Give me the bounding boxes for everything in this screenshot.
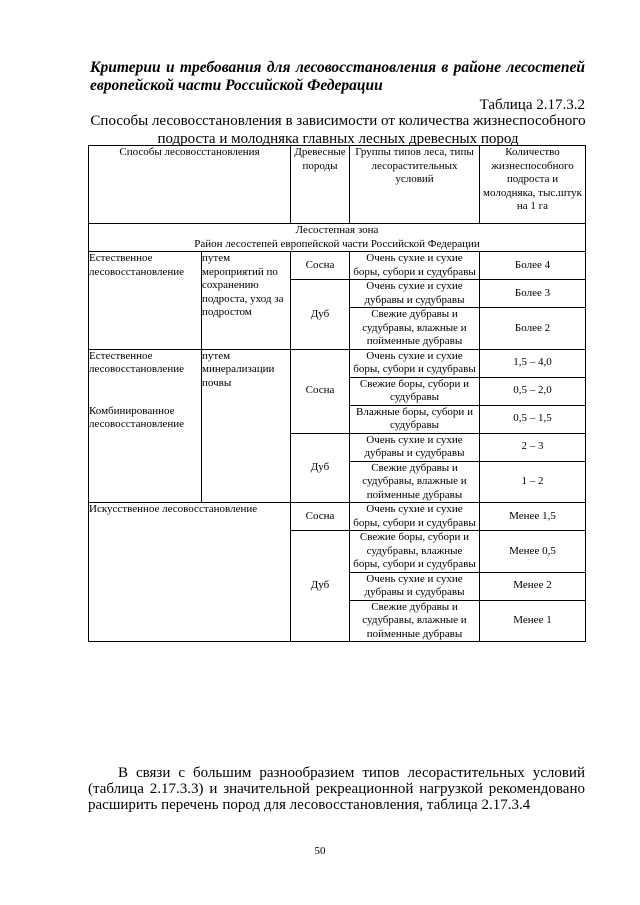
method-cell (89, 349, 202, 503)
method-label: Естественное лесовосстановление (89, 349, 184, 375)
quantity-cell: 2 – 3 (480, 433, 586, 461)
reforestation-table (88, 145, 586, 642)
quantity-cell: Более 4 (480, 252, 586, 280)
paragraph-text: В связи с большим разнообразием типов лесорастительных условий (таблица 2.17.3.3) и значительной рекреационной нагрузкой рекомендовано расширить перечень пород для лесовосстановления, таблица 2.17.3.4 (88, 765, 585, 813)
table-number: Таблица 2.17.3.2 (479, 97, 585, 113)
zone-title: Лесостепная зона (295, 224, 379, 236)
header-quantity: Количество жизнеспособного подроста и молодняка, тыс.штук на 1 га (480, 146, 586, 224)
species-cell: Сосна (291, 349, 350, 433)
forest-type-cell: Очень сухие и сухие боры, субори и судубравы (350, 503, 480, 531)
quantity-cell: Более 3 (480, 280, 586, 308)
species-cell: Сосна (291, 503, 350, 531)
forest-type-cell: Свежие дубравы и судубравы, влажные и пойменные дубравы (350, 308, 480, 350)
quantity-cell: 0,5 – 2,0 (480, 377, 586, 405)
quantity-cell: 0,5 – 1,5 (480, 405, 586, 433)
zone-region: Район лесостепей европейской части Российской Федерации (194, 237, 480, 250)
quantity-cell: Менее 0,5 (480, 531, 586, 573)
forest-type-cell: Свежие боры, субори и судубравы, влажные боры, субори и судубравы (350, 531, 480, 573)
table-row (89, 349, 586, 377)
forest-type-cell: Очень сухие и сухие дубравы и судубравы (350, 433, 480, 461)
header-species: Древесные породы (291, 146, 350, 224)
method-detail-cell: путем мероприятий по сохранению подроста, уход за подростом (202, 252, 291, 350)
table-caption: Способы лесовосстановления в зависимости от количества жизнеспособного подроста и молодняка главных лесных древесных пород (90, 113, 586, 147)
section-heading: Критерии и требования для лесовосстановления в районе лесостепей европейской части Российской Федерации (90, 59, 585, 94)
quantity-cell: Менее 1,5 (480, 503, 586, 531)
species-cell: Сосна (291, 252, 350, 280)
forest-type-cell: Очень сухие и сухие дубравы и судубравы (350, 572, 480, 600)
quantity-cell: Менее 2 (480, 572, 586, 600)
page-number: 50 (314, 845, 326, 857)
quantity-cell: Более 2 (480, 308, 586, 350)
table-header-row (89, 146, 586, 224)
forest-type-cell: Свежие боры, субори и судубравы (350, 377, 480, 405)
forest-type-cell: Свежие дубравы и судубравы, влажные и пойменные дубравы (350, 461, 480, 503)
method-cell: Естественное лесовосстановление (89, 252, 202, 350)
method-detail-cell: путем минерализации почвы (202, 349, 291, 503)
header-method: Способы лесовосстановления (89, 146, 291, 224)
quantity-cell: Менее 1 (480, 600, 586, 642)
forest-type-cell: Свежие дубравы и судубравы, влажные и пойменные дубравы (350, 600, 480, 642)
header-forest-groups: Группы типов леса, типы лесорастительных условий (350, 146, 480, 224)
table-row (89, 503, 586, 531)
quantity-cell: 1 – 2 (480, 461, 586, 503)
zone-row (89, 224, 586, 252)
species-cell: Дуб (291, 433, 350, 503)
forest-type-cell: Очень сухие и сухие боры, субори и судубравы (350, 349, 480, 377)
table-row (89, 252, 586, 280)
species-cell: Дуб (291, 280, 350, 350)
method-label-combined: Комбинированное лесовосстановление (89, 404, 184, 430)
body-paragraph (88, 765, 585, 813)
quantity-cell: 1,5 – 4,0 (480, 349, 586, 377)
forest-type-cell: Очень сухие и сухие дубравы и судубравы (350, 280, 480, 308)
species-cell: Дуб (291, 531, 350, 642)
method-cell: Искусственное лесовосстановление (89, 503, 291, 642)
forest-type-cell: Очень сухие и сухие боры, субори и судубравы (350, 252, 480, 280)
forest-type-cell: Влажные боры, субори и судубравы (350, 405, 480, 433)
